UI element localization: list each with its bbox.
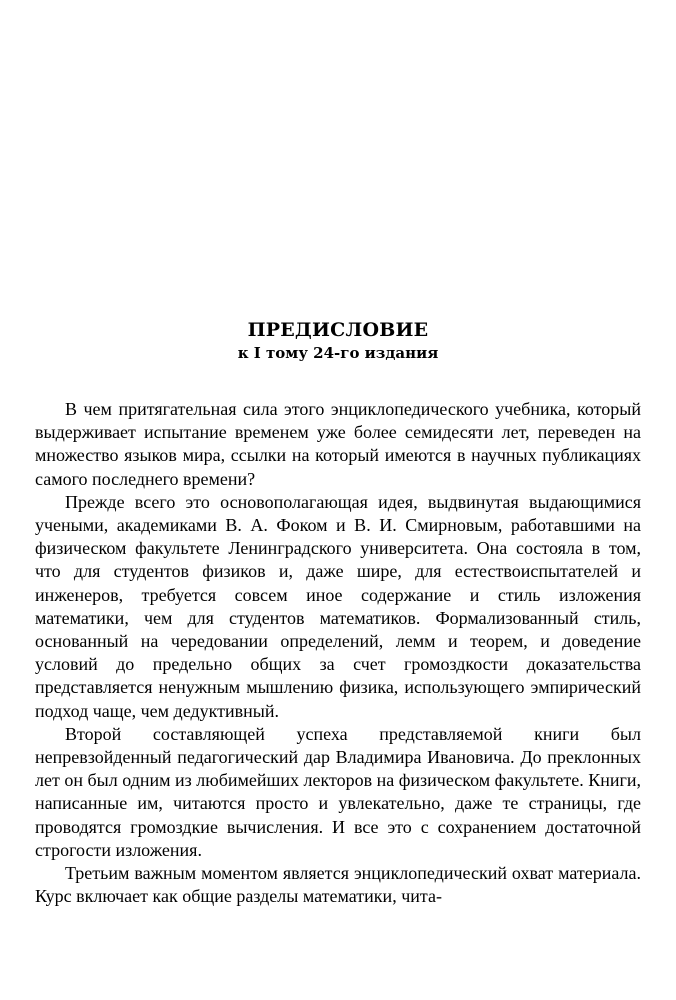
paragraph-3: Второй составляющей успеха представляемой книги был непревзойденный педагогический дар Владимира Ивановича. До преклонных лет он был одним из любимейших лекторов на физическом факультете. Книги, написанные им, читаются просто и увлекательно, даже те страницы, где проводятся громоздкие вычисления. И все это с сохранением достаточной строгости изложения. [35, 723, 641, 860]
preface-heading [35, 318, 641, 364]
paragraph-4: Третьим важным моментом является энциклопедический охват материала. Курс включает как общие разделы математики, чита- [35, 863, 641, 907]
document-page [35, 0, 641, 1000]
paragraph-2: Прежде всего это основополагающая идея, выдвинутая выдающимися учеными, академиками В. А. Фоком и В. И. Смирновым, работавшими на физическом факультете Ленинградского университета. Она состояла в том, что для студентов физиков и, даже шире, для естествоиспытателей и инженеров, требуется совсем иное содержание и стиль изложения математики, чем для студентов математиков. Формализованный стиль, основанный на чередовании определений, лемм и теорем, и доведение условий до предельно общих за счет громоздкости доказательства представляется ненужным мышлению физика, использующего эмпирический подход чаще, чем дедуктивный. [35, 491, 641, 721]
preface-title: ПРЕДИСЛОВИЕ [247, 319, 429, 341]
preface-subtitle: к I тому 24-го издания [237, 344, 439, 362]
preface-body [35, 398, 641, 908]
paragraph-1: В чем притягательная сила этого энциклопедического учебника, который выдерживает испытание временем уже более семидесяти лет, переведен на множество языков мира, ссылки на который имеются в научных публикациях самого последнего времени? [35, 399, 641, 489]
